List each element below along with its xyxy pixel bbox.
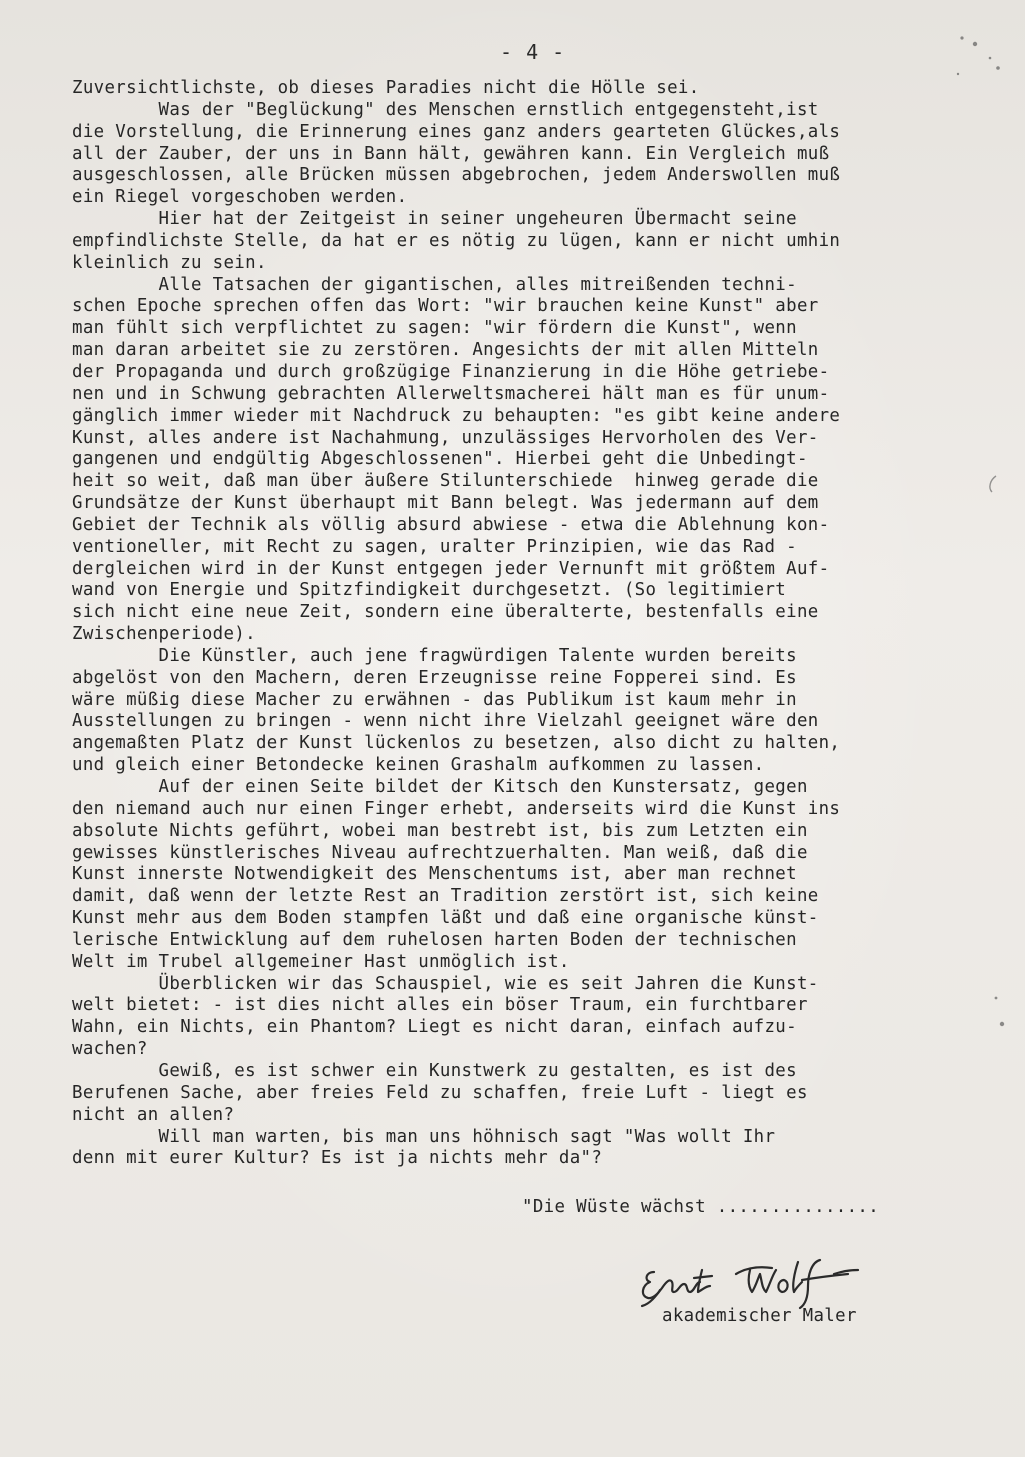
text-line: ventioneller, mit Recht zu sagen, uralter Prinzipien, wie das Rad - (72, 536, 797, 557)
text-line: und gleich einer Betondecke keinen Grashalm aufkommen zu lassen. (72, 755, 765, 776)
text-line: welt bietet: - ist dies nicht alles ein böser Traum, ein furchtbarer (72, 995, 808, 1016)
signature-role: akademischer Maler (662, 1306, 857, 1326)
text-line: wachen? (72, 1039, 148, 1060)
text-line: Wahn, ein Nichts, ein Phantom? Liegt es nicht daran, einfach aufzu- (72, 1017, 797, 1038)
text-line: lerische Entwicklung auf dem ruhelosen harten Boden der technischen (72, 929, 797, 950)
text-line: Auf der einen Seite bildet der Kitsch den Kunstersatz, gegen (72, 777, 808, 797)
text-line: Kunst innerste Notwendigkeit des Menschentums ist, aber man rechnet (72, 864, 797, 885)
text-line: Zuversichtlichste, ob dieses Paradies nicht die Hölle sei. (72, 78, 700, 98)
text-line: Will man warten, bis man uns höhnisch sagt "Was wollt Ihr (72, 1126, 776, 1147)
text-line: ein Riegel vorgeschoben werden. (72, 187, 408, 208)
text-line: damit, daß wenn der letzte Rest an Tradition zerstört ist, sich keine (72, 886, 819, 907)
text-line: Kunst, alles andere ist Nachahmung, unzulässiges Hervorholen des Ver- (72, 427, 819, 448)
text-line: Welt im Trubel allgemeiner Hast unmöglich ist. (72, 951, 570, 972)
text-line: Gebiet der Technik als völlig absurd abwiese - etwa die Ablehnung kon- (72, 514, 830, 535)
text-line: Hier hat der Zeitgeist in seiner ungeheuren Übermacht seine (72, 209, 797, 230)
text-line: Kunst mehr aus dem Boden stampfen läßt und daß eine organische künst- (72, 908, 819, 929)
text-line: sich nicht eine neue Zeit, sondern eine überalterte, bestenfalls eine (72, 602, 819, 623)
text-line: man daran arbeitet sie zu zerstören. Angesichts der mit allen Mitteln (72, 340, 819, 361)
text-line: wand von Energie und Spitzfindigkeit durchgesetzt. (So legitimiert (72, 580, 787, 601)
text-line: Alle Tatsachen der gigantischen, alles mitreißenden techni- (72, 274, 797, 295)
text-line: heit so weit, daß man über äußere Stilunterschiede hinweg gerade die (72, 471, 819, 492)
text-line: denn mit eurer Kultur? Es ist ja nichts mehr da"? (72, 1148, 603, 1169)
text-line: schen Epoche sprechen offen das Wort: "wir brauchen keine Kunst" aber (72, 296, 819, 317)
text-line: Gewiß, es ist schwer ein Kunstwerk zu gestalten, es ist des (72, 1060, 797, 1081)
text-line: Was der "Beglückung" des Menschen ernstlich entgegensteht,ist (72, 99, 819, 120)
text-line: absolute Nichts geführt, wobei man bestrebt ist, bis zum Letzten ein (72, 820, 808, 841)
text-line: kleinlich zu sein. (72, 252, 267, 273)
text-line: Die Künstler, auch jene fragwürdigen Talente wurden bereits (72, 645, 797, 666)
text-line: die Vorstellung, die Erinnerung eines ganz anders gearteten Glückes,als (72, 121, 841, 142)
text-line: Ausstellungen zu bringen - wenn nicht ihre Vielzahl geeignet wäre den (72, 711, 819, 732)
body-text (72, 78, 1002, 1170)
text-line: gewisses künstlerisches Niveau aufrechtzuerhalten. Man weiß, daß die (72, 842, 808, 863)
text-line: wäre müßig diese Macher zu erwähnen - das Publikum ist kaum mehr in (72, 689, 797, 710)
page-number: - 4 - (500, 40, 566, 64)
text-line: Grundsätze der Kunst überhaupt mit Bann belegt. Was jedermann auf dem (72, 493, 819, 514)
text-line: nen und in Schwung gebrachten Allerweltsmacherei hält man es für unum- (72, 383, 830, 404)
text-line: der Propaganda und durch großzügige Finanzierung in die Höhe getriebe- (72, 361, 830, 382)
text-line: abgelöst von den Machern, deren Erzeugnisse reine Fopperei sind. Es (72, 667, 797, 688)
text-line: all der Zauber, der uns in Bann hält, gewähren kann. Ein Vergleich muß (72, 143, 830, 164)
text-line: Zwischenperiode). (72, 624, 256, 645)
text-line: nicht an allen? (72, 1104, 235, 1125)
text-line: den niemand auch nur einen Finger erhebt, anderseits wird die Kunst ins (72, 798, 841, 819)
signature (636, 1252, 906, 1314)
text-line: Berufenen Sache, aber freies Feld zu schaffen, freie Luft - liegt es (72, 1082, 808, 1103)
text-line: angemaßten Platz der Kunst lückenlos zu besetzen, also dicht zu halten, (72, 733, 841, 754)
text-line: Überblicken wir das Schauspiel, wie es seit Jahren die Kunst- (72, 973, 819, 994)
closing-line: "Die Wüste wächst ............... (522, 1197, 880, 1217)
text-line: gangenen und endgültig Abgeschlossenen". Hierbei geht die Unbedingt- (72, 449, 808, 470)
text-line: empfindlichste Stelle, da hat er es nötig zu lügen, kann er nicht umhin (72, 230, 841, 251)
text-line: dergleichen wird in der Kunst entgegen jeder Vernunft mit größtem Auf- (72, 558, 830, 579)
text-line: gänglich immer wieder mit Nachdruck zu behaupten: "es gibt keine andere (72, 405, 841, 426)
text-line: ausgeschlossen, alle Brücken müssen abgebrochen, jedem Anderswollen muß (72, 165, 841, 186)
text-line: man fühlt sich verpflichtet zu sagen: "wir fördern die Kunst", wenn (72, 318, 797, 339)
